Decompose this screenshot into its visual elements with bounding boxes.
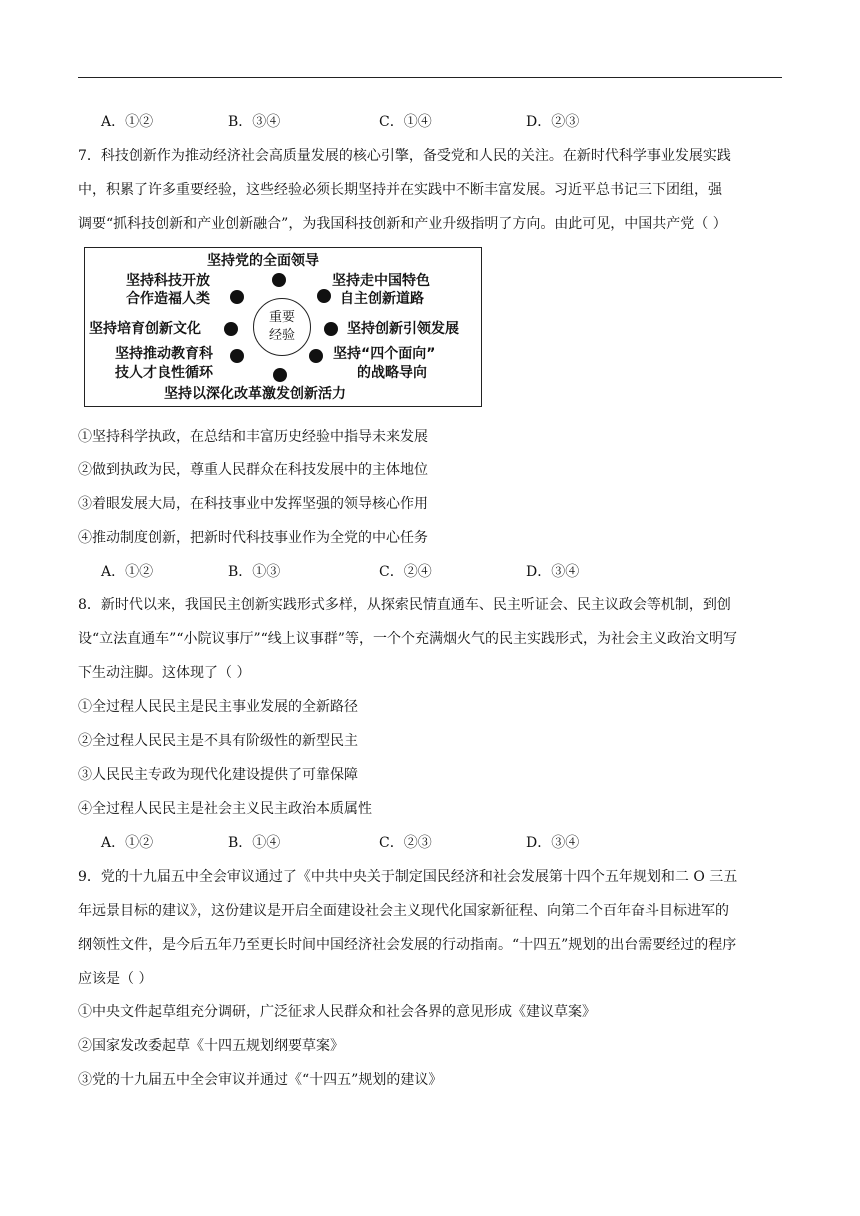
diagram-dot-right [324,322,338,336]
q7-item-1: ①坚持科学执政，在总结和丰富历史经验中指导未来发展 [78,429,428,445]
diagram-label-right: 坚持创新引领发展 [347,321,459,337]
q9-stem-line-4: 应该是（ ） [78,971,153,987]
q9-item-1: ①中央文件起草组充分调研，广泛征求人民群众和社会各界的意见形成《建议草案》 [78,1004,596,1020]
q8-item-2: ②全过程人民民主是不具有阶级性的新型民主 [78,733,358,749]
q8-stem-line-3: 下生动注脚。这体现了（ ） [78,665,251,681]
q6-option-b[interactable]: B．③④ [228,114,281,130]
q8-stem-line-1: 8．新时代以来，我国民主创新实践形式多样，从探索民情直通车、民主听证会、民主议政会等机制，到创 [78,597,731,613]
diagram-label-lower-right-2: 的战略导向 [357,365,427,381]
q8-stem-line-2: 设“立法直通车”“小院议事厅”“线上议事群”等，一个个充满烟火气的民主实践形式，为社会主义政治文明写 [78,631,737,647]
diagram-center-circle [253,298,311,356]
diagram-dot-left [224,322,238,336]
diagram-label-lower-right-1: 坚持“四个面向” [333,346,436,362]
q9-item-3: ③党的十九届五中全会审议并通过《“十四五”规划的建议》 [78,1072,443,1088]
diagram-label-lower-left-2: 技人才良性循环 [115,365,213,381]
diagram-label-upper-left-2: 合作造福人类 [126,291,210,307]
diagram-dot-upper-left [230,290,244,304]
q9-stem-line-2: 年远景目标的建议》，这份建议是开启全面建设社会主义现代化国家新征程、向第二个百年奋斗目标进军的 [78,903,729,919]
diagram-label-bottom: 坚持以深化改革激发创新活力 [164,386,346,402]
q8-option-a[interactable]: A．①② [101,835,154,851]
diagram-label-lower-left-1: 坚持推动教育科 [115,346,213,362]
q8-item-1: ①全过程人民民主是民主事业发展的全新路径 [78,699,358,715]
q6-option-d[interactable]: D．②③ [526,114,580,130]
diagram-dot-lower-right [309,349,323,363]
q7-stem-line-3: 调要“抓科技创新和产业创新融合”，为我国科技创新和产业升级指明了方向。由此可见，中国共产党（ ） [78,216,727,232]
diagram-dot-lower-left [230,349,244,363]
diagram-label-top: 坚持党的全面领导 [207,253,319,269]
q6-option-c[interactable]: C．①④ [379,114,432,130]
diagram-dot-upper-right [317,289,331,303]
q6-option-a[interactable]: A．①② [101,114,154,130]
q7-option-b[interactable]: B．①③ [228,564,281,580]
q7-option-c[interactable]: C．②④ [379,564,432,580]
diagram-label-upper-right-1: 坚持走中国特色 [332,273,430,289]
q8-option-c[interactable]: C．②③ [379,835,432,851]
q7-item-4: ④推动制度创新，把新时代科技事业作为全党的中心任务 [78,530,428,546]
diagram-label-upper-right-2: 自主创新道路 [340,291,424,307]
q7-option-a[interactable]: A．①② [101,564,154,580]
diagram-center-line-2: 经验 [268,328,295,343]
diagram-dot-top [272,273,286,287]
q7-option-d[interactable]: D．③④ [526,564,580,580]
q8-option-d[interactable]: D．③④ [526,835,580,851]
q8-item-3: ③人民民主专政为现代化建设提供了可靠保障 [78,767,358,783]
diagram-label-upper-left-1: 坚持科技开放 [126,273,210,289]
header-rule [78,77,782,78]
diagram-label-left: 坚持培育创新文化 [89,321,201,337]
q9-stem-line-1: 9．党的十九届五中全会审议通过了《中共中央关于制定国民经济和社会发展第十四个五年规划和二 O 三五 [78,869,738,885]
q8-option-b[interactable]: B．①④ [228,835,281,851]
diagram-center-line-1: 重要 [268,310,295,325]
q7-stem-line-2: 中，积累了许多重要经验，这些经验必须长期坚持并在实践中不断丰富发展。习近平总书记三下团组，强 [78,182,722,198]
q7-experience-diagram [84,247,482,407]
q7-item-2: ②做到执政为民，尊重人民群众在科技发展中的主体地位 [78,462,428,478]
q9-item-2: ②国家发改委起草《十四五规划纲要草案》 [78,1038,344,1054]
q8-item-4: ④全过程人民民主是社会主义民主政治本质属性 [78,801,372,817]
q9-stem-line-3: 纲领性文件，是今后五年乃至更长时间中国经济社会发展的行动指南。“十四五”规划的出台需要经过的程序 [78,937,737,953]
diagram-dot-bottom [273,368,287,382]
q7-item-3: ③着眼发展大局，在科技事业中发挥坚强的领导核心作用 [78,496,428,512]
q7-stem-line-1: 7．科技创新作为推动经济社会高质量发展的核心引擎，备受党和人民的关注。在新时代科学事业发展实践 [78,148,731,164]
